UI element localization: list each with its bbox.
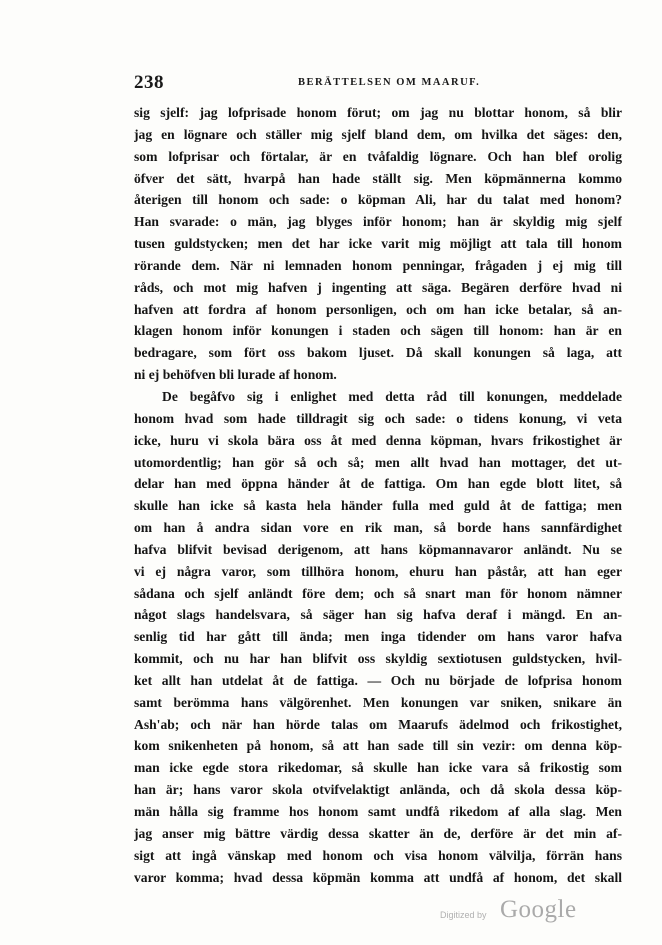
text-line: vi ej några varor, som tillhöra honom, ehuru han påstår, att han eger <box>134 563 622 579</box>
page-number: 238 <box>134 72 164 93</box>
text-line: bedragare, som fört oss bakom ljuset. Då skall konungen så laga, att <box>134 345 622 361</box>
text-line: om han å andra sidan vore en rik man, så borde hans sannfärdighet <box>134 520 622 536</box>
text-line: råds, och mot mig hafven j ingenting att säga. Begären derföre hvad ni <box>134 279 622 295</box>
text-line: klagen honom inför konungen i staden och sägen till honom: han är en <box>134 323 622 339</box>
text-line: öfver det sätt, hvarpå han hade ställt sig. Men köpmännerna kommo <box>134 170 622 186</box>
text-line: sig sjelf: jag lofprisade honom förut; om jag nu blottar honom, så blir <box>134 105 622 120</box>
text-line: tusen guldstycken; men det har icke varit mig möjligt att tala till honom <box>134 236 622 252</box>
page-header <box>134 72 622 94</box>
text-line: honom hvad som hade tilldragit sig och sade: o tidens konung, vi veta <box>134 410 622 426</box>
text-line: något slags handelsvara, så säger han sig hafva deraf i mängd. En an- <box>134 607 622 623</box>
paragraph-start-line: De begåfvo sig i enlighet med detta råd till konungen, meddelade <box>162 388 622 404</box>
running-head: BERÄTTELSEN OM MAARUF. <box>298 77 481 88</box>
body-text <box>134 102 622 888</box>
text-line: senlig tid har gått till ända; men inga tidender om hans varor hafva <box>134 629 622 645</box>
text-line: hafva blifvit bevisad derigenom, att hans köpmannavaror anländt. Nu se <box>134 541 622 557</box>
text-line: varor komma; hvad dessa köpmän komma att undfå af honom, det skall <box>134 869 622 885</box>
digitization-watermark <box>440 896 600 926</box>
text-line: Ash'ab; och när han hörde talas om Maarufs ädelmod och frikostighet, <box>134 716 622 732</box>
google-logo: Google <box>500 896 577 923</box>
text-line: återigen till honom och sade: o köpman Ali, har du talat med honom? <box>134 192 622 208</box>
text-line: sådana och sjelf anländt före dem; och så snart man för honom nämner <box>134 585 622 601</box>
text-line: utomordentlig; han gör så och så; men allt hvad han mottager, det ut- <box>134 454 622 470</box>
text-line: som lofprisar och förtalar, är en tvåfaldig lögnare. Och han blef orolig <box>134 148 622 164</box>
text-line: kommit, och nu har han blifvit oss skyldig sextiotusen guldstycken, hvil- <box>134 651 622 667</box>
text-line: han är; hans varor skola otvifvelaktigt anlända, och då skola dessa köp- <box>134 782 622 798</box>
text-line: hafven att fordra af honom personligen, och om han icke betalar, så an- <box>134 301 622 317</box>
text-line: icke, huru vi skola bära oss åt med denna köpman, hvars frikostighet är <box>134 432 622 448</box>
digitized-by-label: Digitized by <box>440 910 487 920</box>
text-line: skulle han icke så kasta hela händer fulla med guld åt de fattiga; men <box>134 498 622 514</box>
text-line: jag en lögnare och ställer mig sjelf bland dem, om hvilka det säges: den, <box>134 126 622 142</box>
text-line: sigt att ingå vänskap med honom och visa honom välvilja, förrän hans <box>134 847 622 863</box>
text-line: man icke egde stora rikedomar, så skulle han icke vara så frikostig som <box>134 760 622 776</box>
text-line: jag anser mig bättre värdig dessa skatter än de, derföre är det min af- <box>134 825 622 841</box>
text-line: Han svarade: o män, jag blyges inför honom; han är skyldig mig sjelf <box>134 214 622 230</box>
text-line: rörande dem. När ni lemnaden honom penningar, frågaden j ej mig till <box>134 257 622 273</box>
text-line: kom snikenheten på honom, så att han sade till sin vezir: om denna köp- <box>134 738 622 754</box>
text-line: ni ej behöfven bli lurade af honom. <box>134 367 337 383</box>
text-line: samt berömma hans välgörenhet. Men konungen var sniken, snikare än <box>134 694 622 710</box>
text-line: män hålla sig framme hos honom samt undfå rikedom af alla slag. Men <box>134 804 622 819</box>
text-line: ket allt han utdelat åt de fattiga. — Och nu började de lofprisa honom <box>134 672 622 688</box>
text-line: delar han med öppna händer åt de fattiga. Om han egde blott litet, så <box>134 476 622 492</box>
